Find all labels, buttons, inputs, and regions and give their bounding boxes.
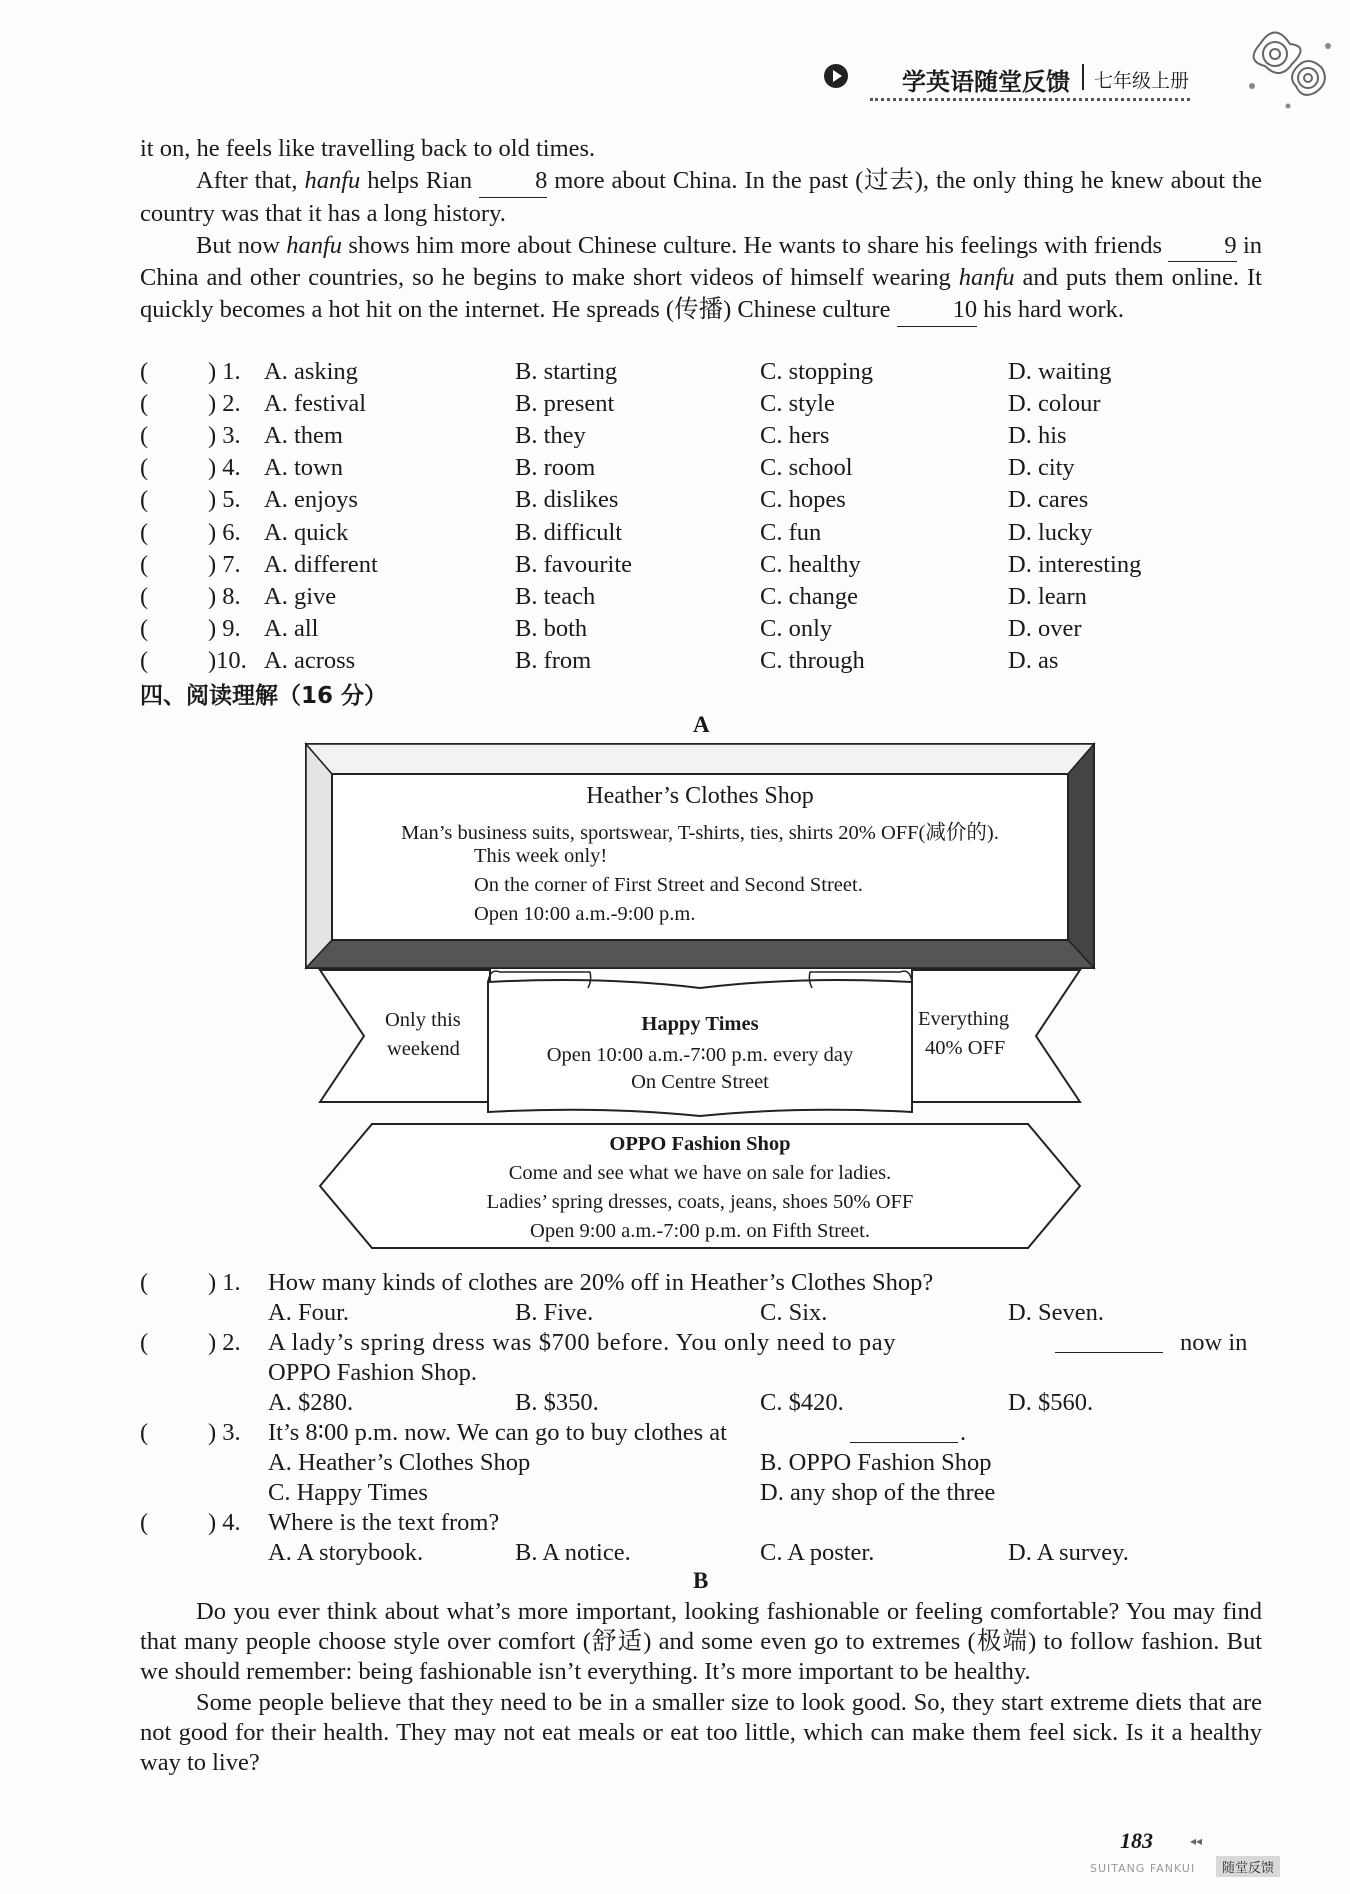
oppo-shop-title: OPPO Fashion Shop	[609, 1133, 791, 1155]
hanfu-italic: hanfu	[286, 231, 343, 259]
cloze-option-row	[140, 453, 1280, 483]
footer-label: 随堂反馈	[1216, 1856, 1280, 1877]
option-a[interactable]: A. give	[264, 582, 337, 610]
question-1-options	[140, 1298, 1290, 1328]
option-d[interactable]: D. Seven.	[1008, 1299, 1104, 1326]
option-b[interactable]: B. they	[515, 422, 586, 450]
option-c[interactable]: C. hopes	[760, 486, 846, 514]
cloze-option-row	[140, 518, 1280, 548]
header-divider	[1082, 64, 1084, 90]
cloze-option-row	[140, 646, 1280, 676]
option-a[interactable]: A. quick	[264, 518, 349, 546]
heather-line-2: This week only!	[474, 845, 608, 867]
play-arrow-icon	[824, 64, 848, 88]
cloze-option-row	[140, 614, 1280, 644]
oppo-line-1: Come and see what we have on sale for ladies.	[508, 1162, 892, 1184]
question-number: ) 3.	[208, 422, 241, 450]
heather-line-4: Open 10:00 a.m.-9:00 p.m.	[474, 903, 696, 925]
answer-paren[interactable]: (	[140, 422, 149, 450]
part-b-label: B	[693, 1568, 709, 1593]
option-d[interactable]: D. colour	[1008, 390, 1101, 418]
answer-paren[interactable]: (	[140, 486, 149, 514]
passage-line-1: it on, he feels like travelling back to old times.	[140, 135, 596, 162]
question-text: How many kinds of clothes are 20% off in Heather’s Clothes Shop?	[268, 1269, 934, 1296]
option-a[interactable]: A. town	[264, 454, 343, 482]
question-text: It’s 8∶00 p.m. now. We can go to buy clothes at	[268, 1419, 727, 1446]
option-a[interactable]: A. Four.	[268, 1299, 350, 1326]
answer-paren[interactable]: (	[140, 646, 149, 674]
option-b[interactable]: B. teach	[515, 582, 596, 610]
option-a[interactable]: A. across	[264, 646, 356, 674]
hanfu-italic: hanfu	[958, 264, 1015, 292]
happy-right-1: Everything	[918, 1008, 1010, 1030]
cloze-option-row	[140, 582, 1280, 612]
cloze-option-row	[140, 357, 1280, 387]
question-number: ) 6.	[208, 518, 241, 546]
option-c[interactable]: C. fun	[760, 518, 822, 546]
happy-times-title: Happy Times	[641, 1013, 759, 1035]
question-3-options-1	[140, 1448, 1290, 1478]
option-a[interactable]: A. asking	[264, 358, 358, 385]
option-c[interactable]: C. healthy	[760, 550, 861, 578]
happy-line-1: Open 10:00 a.m.-7∶00 p.m. every day	[546, 1044, 854, 1066]
happy-left-1: Only this	[385, 1009, 461, 1031]
option-d[interactable]: D. interesting	[1008, 550, 1142, 578]
happy-right-2: 40% OFF	[925, 1037, 1006, 1059]
option-a[interactable]: A. festival	[264, 390, 367, 418]
question-number: ) 5.	[208, 486, 241, 514]
question-2-options	[140, 1388, 1290, 1418]
answer-blank[interactable]	[850, 1440, 958, 1443]
option-c[interactable]: C. hers	[760, 422, 830, 450]
question-3	[140, 1418, 1290, 1448]
option-a[interactable]: A. enjoys	[264, 486, 358, 514]
question-number: ) 4.	[208, 1509, 241, 1536]
option-b[interactable]: B. difficult	[515, 518, 623, 546]
option-b[interactable]: B. both	[515, 614, 588, 642]
option-d[interactable]: D. waiting	[1008, 358, 1112, 385]
text: After that,	[196, 167, 305, 194]
flower-decoration-icon	[1230, 16, 1340, 126]
option-c[interactable]: C. stopping	[760, 358, 873, 385]
option-d[interactable]: D. lucky	[1008, 518, 1093, 546]
cloze-option-row	[140, 389, 1280, 419]
option-c[interactable]: C. school	[760, 454, 853, 482]
blank-10[interactable]: 10	[897, 294, 978, 327]
passage-paragraph-2	[140, 165, 1262, 327]
cloze-option-row	[140, 550, 1280, 580]
cloze-option-row	[140, 421, 1280, 451]
happy-line-2: On Centre Street	[631, 1071, 769, 1093]
option-d[interactable]: D. $560.	[1008, 1389, 1094, 1416]
answer-paren[interactable]: (	[140, 1419, 149, 1446]
question-number: ) 8.	[208, 582, 241, 610]
passage-b-paragraph-1: Do you ever think about what’s more important, looking fashionable or feeling comfortable? You may find that many people choose style over comfort (舒适) and some even go to extremes (极端) to follow fashion. But we should remember: being fashionable isn’t everything. It’s more important to be healthy.	[140, 1598, 1262, 1686]
answer-paren[interactable]: (	[140, 358, 149, 385]
answer-paren[interactable]: (	[140, 614, 149, 642]
question-number: ) 2.	[208, 390, 241, 418]
question-text: A lady’s spring dress was $700 before. You only need to pay	[268, 1329, 897, 1356]
option-b[interactable]: B. OPPO Fashion Shop	[760, 1449, 992, 1476]
blank-9[interactable]: 9	[1168, 230, 1236, 263]
option-b[interactable]: B. $350.	[515, 1389, 599, 1416]
option-d[interactable]: D. as	[1008, 646, 1059, 674]
option-d[interactable]: D. over	[1008, 614, 1082, 642]
header-dotted-rule	[870, 98, 1190, 101]
answer-paren[interactable]: (	[140, 390, 149, 418]
answer-paren[interactable]: (	[140, 1269, 149, 1296]
section-title: 四、阅读理解（16 分）	[140, 683, 388, 709]
option-c[interactable]: C. $420.	[760, 1389, 844, 1416]
oppo-line-3: Open 9:00 a.m.-7:00 p.m. on Fifth Street.	[530, 1220, 870, 1242]
option-b[interactable]: B. Five.	[515, 1299, 594, 1326]
option-a[interactable]: A. A storybook.	[268, 1539, 424, 1566]
page-header	[820, 50, 1240, 110]
oppo-line-2: Ladies’ spring dresses, coats, jeans, shoes 50% OFF	[486, 1191, 914, 1213]
option-a[interactable]: A. them	[264, 422, 343, 450]
question-4	[140, 1508, 1290, 1538]
question-3-options-2	[140, 1478, 1290, 1508]
option-d[interactable]: D. any shop of the three	[760, 1479, 996, 1506]
answer-paren[interactable]: (	[140, 1329, 149, 1356]
option-d[interactable]: D. A survey.	[1008, 1539, 1129, 1566]
passage-b-paragraph-2: Some people believe that they need to be in a smaller size to look good. So, they start extreme diets that are not good for their health. They may not eat meals or eat too little, which can make them feel sick. Is it a healthy way to live?	[140, 1688, 1262, 1777]
part-a-label: A	[693, 712, 710, 737]
heather-shop-title: Heather’s Clothes Shop	[586, 783, 814, 809]
question-number: ) 2.	[208, 1329, 241, 1356]
question-text: now in	[1180, 1329, 1248, 1356]
option-d[interactable]: D. his	[1008, 422, 1067, 450]
passage-b	[140, 1597, 1262, 1778]
heather-frame	[306, 744, 1094, 968]
page-number: 183	[1120, 1828, 1153, 1853]
text: and puts them online. It quickly becomes a hot hit on the internet. He spreads (传播) Chinese culture	[140, 264, 1262, 324]
option-d[interactable]: D. learn	[1008, 582, 1087, 610]
option-c[interactable]: C. Happy Times	[268, 1479, 428, 1506]
hanfu-italic: hanfu	[304, 167, 361, 194]
option-c[interactable]: C. style	[760, 390, 835, 418]
question-number: ) 9.	[208, 614, 241, 642]
option-c[interactable]: C. only	[760, 614, 833, 642]
double-arrow-icon: ◂◂	[1190, 1834, 1203, 1848]
answer-paren[interactable]: (	[140, 454, 149, 482]
answer-paren[interactable]: (	[140, 1509, 149, 1536]
blank-8[interactable]: 8	[479, 165, 547, 198]
question-number: ) 1.	[208, 1269, 241, 1296]
question-number: ) 1.	[208, 358, 241, 385]
option-b[interactable]: B. dislikes	[515, 486, 619, 514]
option-a[interactable]: A. $280.	[268, 1389, 354, 1416]
option-b[interactable]: B. room	[515, 454, 596, 482]
text: his hard work.	[977, 296, 1125, 324]
heather-line-1: Man’s business suits, sportswear, T-shirts, ties, shirts 20% OFF(减价的).	[401, 822, 999, 844]
question-2	[140, 1328, 1290, 1358]
question-2-cont	[140, 1358, 1290, 1388]
option-b[interactable]: B. A notice.	[515, 1539, 631, 1566]
option-c[interactable]: C. A poster.	[760, 1539, 875, 1566]
option-d[interactable]: D. cares	[1008, 486, 1089, 514]
question-number: ) 4.	[208, 454, 241, 482]
text: helps Rian	[360, 167, 480, 194]
option-b[interactable]: B. present	[515, 390, 615, 418]
footer-pinyin: SUITANG FANKUI	[1090, 1862, 1196, 1875]
header-subtitle: 七年级上册	[1094, 70, 1190, 92]
option-d[interactable]: D. city	[1008, 454, 1075, 482]
question-text: Where is the text from?	[268, 1509, 500, 1536]
happy-left-2: weekend	[387, 1038, 460, 1060]
question-number: )10.	[208, 646, 247, 674]
answer-paren[interactable]: (	[140, 550, 149, 578]
answer-paren[interactable]: (	[140, 518, 149, 546]
question-text: OPPO Fashion Shop.	[268, 1359, 477, 1386]
heather-line-3: On the corner of First Street and Second Street.	[474, 874, 863, 896]
option-a[interactable]: A. all	[264, 614, 319, 642]
cloze-option-row	[140, 485, 1280, 515]
text: more about China. In the past (过去), the only thing he knew about the country was that it has a long history.	[140, 167, 1262, 227]
option-c[interactable]: C. through	[760, 646, 865, 674]
text: But now	[196, 231, 287, 259]
option-c[interactable]: C. Six.	[760, 1299, 828, 1326]
text: in China and other countries, so he begins to make short videos of himself wearing	[140, 231, 1263, 292]
question-number: ) 3.	[208, 1419, 241, 1446]
period: .	[960, 1419, 967, 1446]
answer-paren[interactable]: (	[140, 582, 149, 610]
option-a[interactable]: A. Heather’s Clothes Shop	[268, 1449, 531, 1476]
option-c[interactable]: C. change	[760, 582, 858, 610]
question-number: ) 7.	[208, 550, 241, 578]
question-1	[140, 1268, 1290, 1298]
answer-blank[interactable]	[1055, 1350, 1163, 1353]
option-b[interactable]: B. from	[515, 646, 592, 674]
option-b[interactable]: B. starting	[515, 358, 618, 385]
option-b[interactable]: B. favourite	[515, 550, 633, 578]
text: shows him more about Chinese culture. He wants to share his feelings with friends	[342, 231, 1169, 259]
header-title: 学英语随堂反馈	[902, 68, 1070, 96]
question-4-options	[140, 1538, 1290, 1568]
option-a[interactable]: A. different	[264, 550, 378, 578]
